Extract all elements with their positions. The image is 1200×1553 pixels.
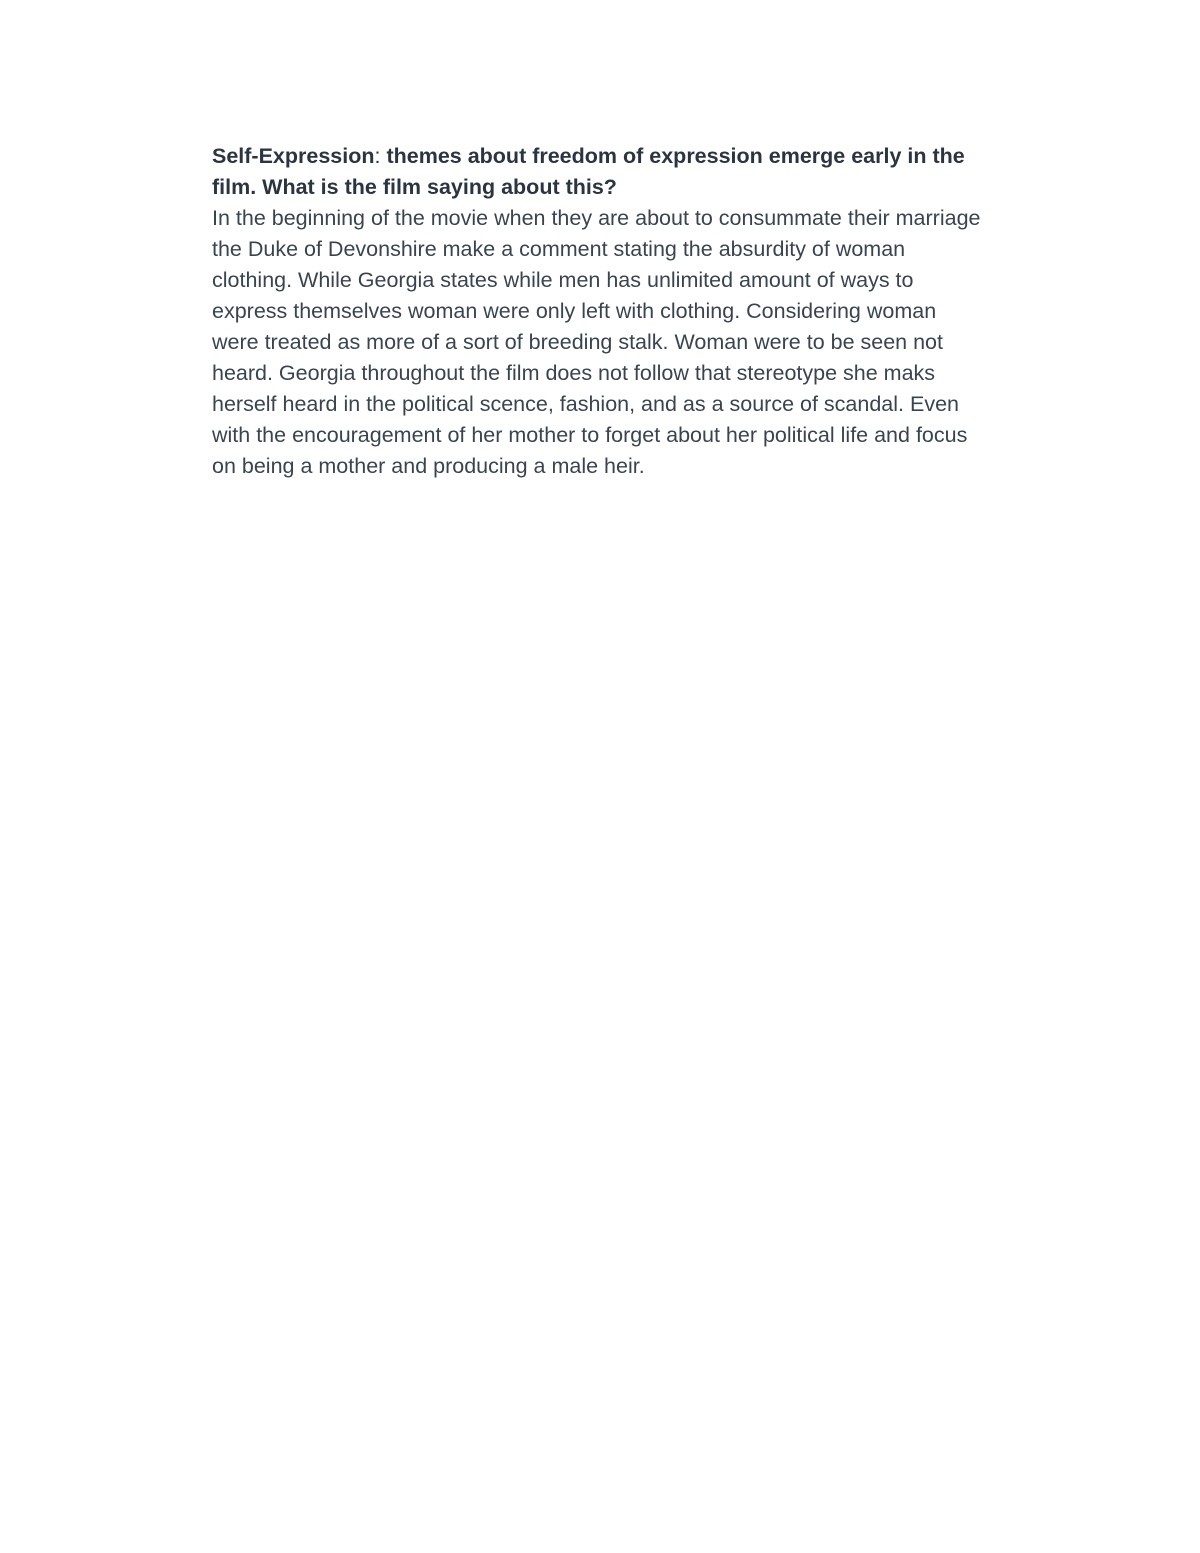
answer-line: on being a mother and producing a male heir. (212, 454, 645, 478)
question-line-2: film. What is the film saying about this? (212, 175, 617, 199)
answer-line: clothing. While Georgia states while men has unlimited amount of ways to (212, 268, 914, 292)
question-prompt (212, 141, 1072, 203)
question-line-1 (212, 141, 1072, 172)
answer-line: with the encouragement of her mother to forget about her political life and focus (212, 423, 968, 447)
question-line-1-text: themes about freedom of expression emerge early in the (380, 144, 965, 168)
answer-paragraph (212, 203, 1072, 482)
answer-line: In the beginning of the movie when they are about to consummate their marriage (212, 206, 981, 230)
question-term: Self-Expression (212, 144, 375, 168)
answer-line: express themselves woman were only left with clothing. Considering woman (212, 299, 937, 323)
answer-line: were treated as more of a sort of breeding stalk. Woman were to be seen not (212, 330, 943, 354)
answer-line: heard. Georgia throughout the film does not follow that stereotype she maks (212, 361, 936, 385)
question-colon: : (374, 144, 381, 168)
answer-line: herself heard in the political scence, fashion, and as a source of scandal. Even (212, 392, 959, 416)
document-body (212, 141, 1072, 482)
answer-line: the Duke of Devonshire make a comment stating the absurdity of woman (212, 237, 906, 261)
